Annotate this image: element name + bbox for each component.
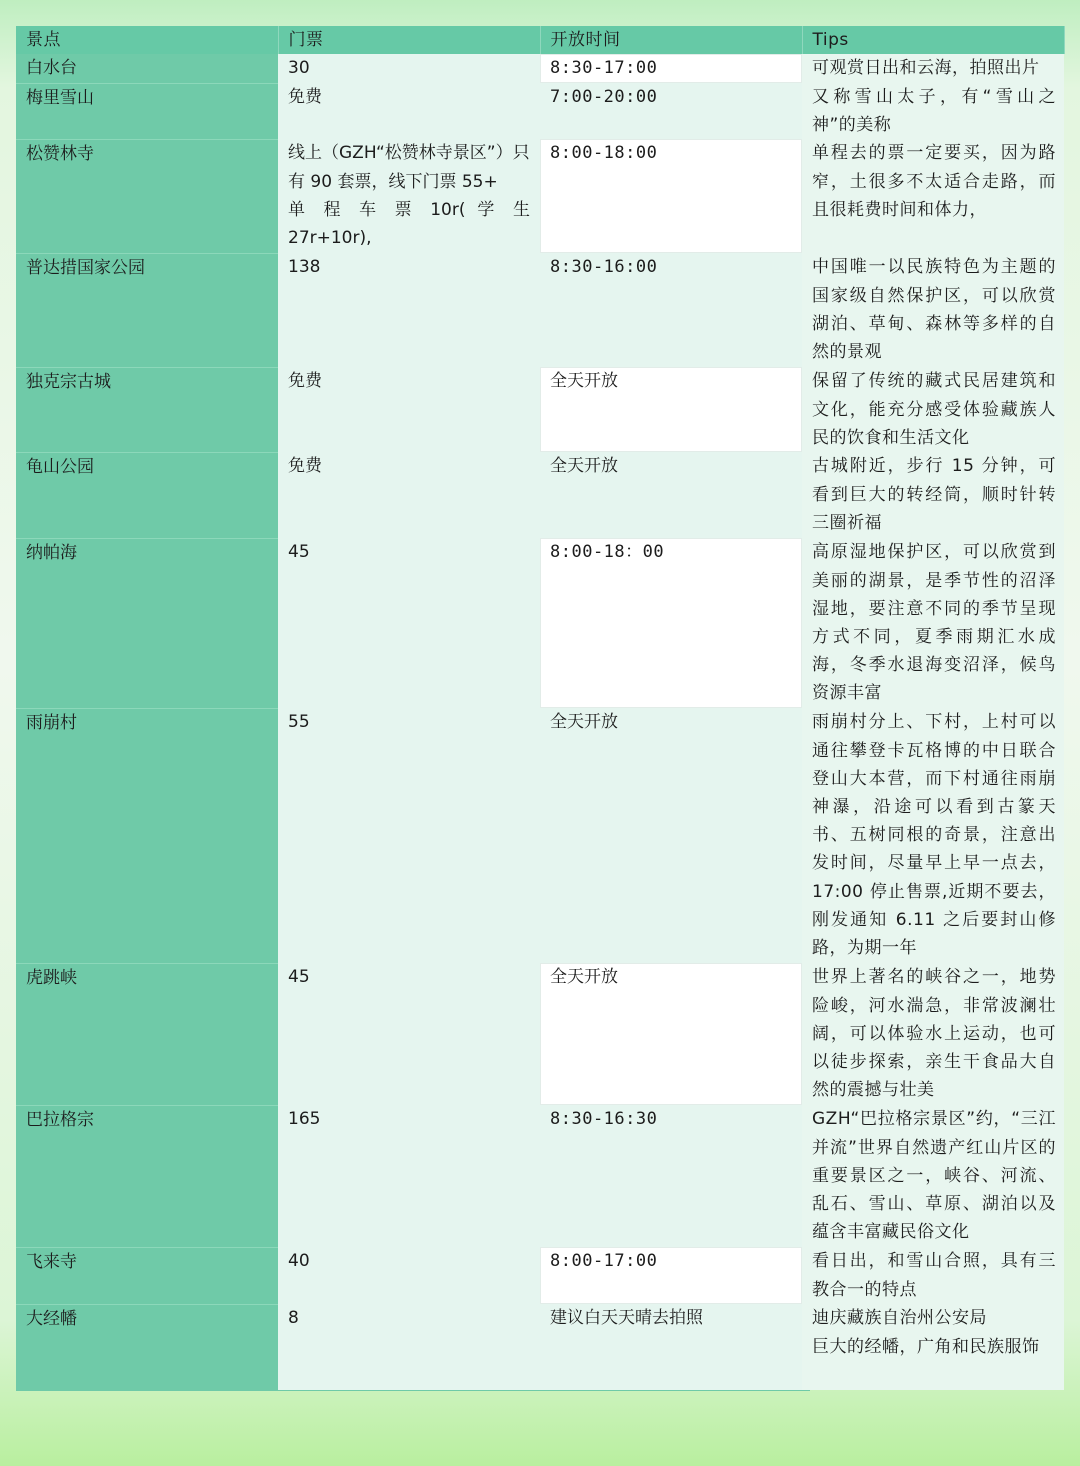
attraction-name: 白水台 <box>16 54 278 83</box>
table-row <box>16 139 1064 253</box>
ticket-price: 免费 <box>278 83 540 139</box>
ticket-price: 免费 <box>278 367 540 452</box>
tips-text: 世界上著名的峡谷之一，地势险峻，河水湍急，非常波澜壮阔，可以体验水上运动，也可以徒步探索，亲生干食品大自然的震撼与壮美 <box>802 963 1064 1105</box>
attractions-table <box>16 26 1065 1391</box>
tips-text: 又称雪山太子，有“雪山之神”的美称 <box>802 83 1064 139</box>
opening-hours: 8:30-17:00 <box>540 54 802 83</box>
tips-text <box>802 1304 1064 1390</box>
opening-hours: 8:30-16:30 <box>540 1105 802 1247</box>
attraction-name: 巴拉格宗 <box>16 1105 278 1247</box>
header-tips: Tips <box>802 26 1064 54</box>
ticket-price-line: 27r+10r), <box>288 228 372 249</box>
header-ticket: 门票 <box>278 26 540 54</box>
tips-text: 雨崩村分上、下村，上村可以通往攀登卡瓦格博的中日联合登山大本营，而下村通往雨崩神瀑，沿途可以看到古篆天书、五树同根的奇景，注意出发时间，尽量早上早一点去，17:00 停止售票,近期不要去，刚发通知 6.11 之后要封山修路，为期一年 <box>802 708 1064 963</box>
ticket-price <box>278 139 540 253</box>
table-row <box>16 367 1064 452</box>
table-row <box>16 1105 1064 1247</box>
ticket-price: 40 <box>278 1247 540 1304</box>
attraction-name: 飞来寺 <box>16 1247 278 1304</box>
ticket-price: 8 <box>278 1304 540 1390</box>
table-bottom-border <box>16 1390 810 1391</box>
opening-hours: 7:00-20:00 <box>540 83 802 139</box>
table-header-row <box>16 26 1064 54</box>
table-row <box>16 83 1064 139</box>
attraction-name: 松赞林寺 <box>16 139 278 253</box>
table-row <box>16 54 1064 83</box>
table-row <box>16 963 1064 1105</box>
tips-text: 古城附近，步行 15 分钟，可看到巨大的转经筒，顺时针转三圈祈福 <box>802 452 1064 538</box>
tips-text: 单程去的票一定要买，因为路窄，土很多不太适合走路，而且很耗费时间和体力， <box>802 139 1064 253</box>
attraction-name: 雨崩村 <box>16 708 278 963</box>
opening-hours: 8:00-18：00 <box>540 538 802 708</box>
header-attraction: 景点 <box>16 26 278 54</box>
table-row <box>16 538 1064 708</box>
tips-line: 巨大的经幡，广角和民族服饰 <box>812 1336 1040 1357</box>
ticket-price: 138 <box>278 253 540 367</box>
ticket-price-line: 单 程 车 票 10r( 学 生 <box>288 199 530 220</box>
ticket-price: 免费 <box>278 452 540 538</box>
attraction-name: 梅里雪山 <box>16 83 278 139</box>
table-row <box>16 1247 1064 1304</box>
opening-hours: 全天开放 <box>540 963 802 1105</box>
ticket-price: 30 <box>278 54 540 83</box>
ticket-price-line: 线上（GZH“松赞林寺景区”）只有 90 套票，线下门票 55+ <box>288 143 530 192</box>
tips-text: 中国唯一以民族特色为主题的国家级自然保护区，可以欣赏湖泊、草甸、森林等多样的自然的景观 <box>802 253 1064 367</box>
table-row <box>16 452 1064 538</box>
tips-text: 高原湿地保护区，可以欣赏到美丽的湖景，是季节性的沼泽湿地，要注意不同的季节呈现方式不同，夏季雨期汇水成海，冬季水退海变沼泽，候鸟资源丰富 <box>802 538 1064 708</box>
ticket-price: 45 <box>278 963 540 1105</box>
attraction-name: 大经幡 <box>16 1304 278 1390</box>
attraction-name: 独克宗古城 <box>16 367 278 452</box>
header-opening-hours: 开放时间 <box>540 26 802 54</box>
tips-text: 保留了传统的藏式民居建筑和文化，能充分感受体验藏族人民的饮食和生活文化 <box>802 367 1064 452</box>
opening-hours: 全天开放 <box>540 367 802 452</box>
ticket-price: 165 <box>278 1105 540 1247</box>
attraction-name: 龟山公园 <box>16 452 278 538</box>
tips-text: 看日出，和雪山合照，具有三教合一的特点 <box>802 1247 1064 1304</box>
attraction-name: 普达措国家公园 <box>16 253 278 367</box>
attraction-name: 虎跳峡 <box>16 963 278 1105</box>
opening-hours: 8:00-18:00 <box>540 139 802 253</box>
opening-hours: 8:00-17:00 <box>540 1247 802 1304</box>
opening-hours: 全天开放 <box>540 708 802 963</box>
attraction-name: 纳帕海 <box>16 538 278 708</box>
opening-hours: 8:30-16:00 <box>540 253 802 367</box>
table-row <box>16 708 1064 963</box>
opening-hours: 建议白天天晴去拍照 <box>540 1304 802 1390</box>
table-row <box>16 1304 1064 1390</box>
ticket-price: 45 <box>278 538 540 708</box>
tips-line: 迪庆藏族自治州公安局 <box>812 1308 987 1329</box>
tips-text: GZH“巴拉格宗景区”约，“三江并流”世界自然遗产红山片区的重要景区之一，峡谷、河流、乱石、雪山、草原、湖泊以及蕴含丰富藏民俗文化 <box>802 1105 1064 1247</box>
ticket-price: 55 <box>278 708 540 963</box>
opening-hours: 全天开放 <box>540 452 802 538</box>
tips-text: 可观赏日出和云海，拍照出片 <box>802 54 1064 83</box>
table-row <box>16 253 1064 367</box>
